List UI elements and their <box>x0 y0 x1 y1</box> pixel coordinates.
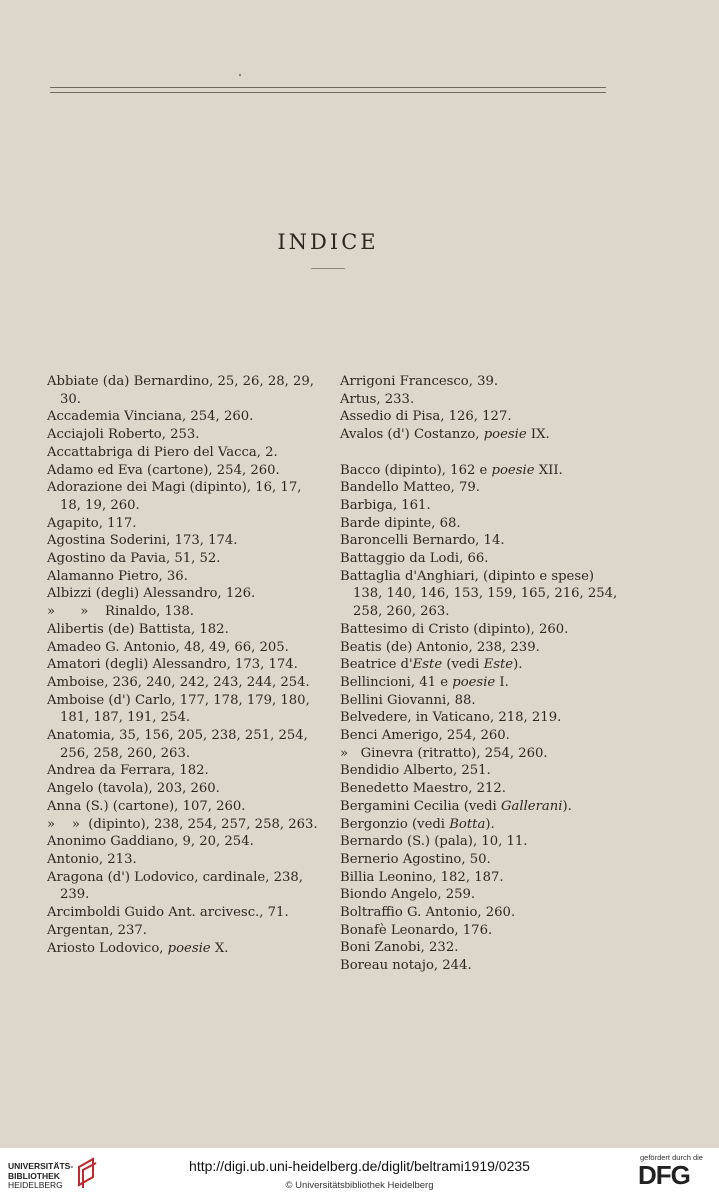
index-entry: Adamo ed Eva (cartone), 254, 260. <box>47 462 280 478</box>
index-entry: Beatrice d'Este (vedi Este). <box>340 657 523 673</box>
index-entry: Boltraffio G. Antonio, 260. <box>340 905 516 921</box>
index-entry: Abbiate (da) Bernardino, 25, 26, 28, 29, 30. <box>47 374 319 407</box>
top-rule <box>50 87 606 88</box>
index-entry: Biondo Angelo, 259. <box>340 887 476 903</box>
index-entry: Bergonzio (vedi Botta). <box>340 816 495 832</box>
index-entry: Acciajoli Roberto, 253. <box>47 427 200 443</box>
permalink-url[interactable]: http://digi.ub.uni-heidelberg.de/diglit/beltrami1919/0235 <box>189 1158 530 1174</box>
funder-label: gefördert durch die <box>640 1153 703 1162</box>
index-entry: Angelo (tavola), 203, 260. <box>47 781 220 797</box>
copyright-text: © Universitätsbibliothek Heidelberg <box>285 1180 434 1191</box>
index-entry: Benci Amerigo, 254, 260. <box>340 728 510 744</box>
top-rule-double <box>50 92 606 93</box>
dfg-logo: DFG <box>638 1160 690 1190</box>
index-entry: Agapito, 117. <box>47 515 137 531</box>
index-entry: Bonafè Leonardo, 176. <box>340 922 493 938</box>
section-gap <box>340 444 620 462</box>
index-entry: Alibertis (de) Battista, 182. <box>47 621 229 637</box>
index-entry: Amadeo G. Antonio, 48, 49, 66, 205. <box>47 639 289 655</box>
index-entry: » » (dipinto), 238, 254, 257, 258, 263. <box>47 816 318 832</box>
index-entry: Albizzi (degli) Alessandro, 126. <box>47 586 256 602</box>
index-entry: Agostina Soderini, 173, 174. <box>47 533 238 549</box>
index-entry: Andrea da Ferrara, 182. <box>47 763 209 779</box>
index-entry: Billia Leonino, 182, 187. <box>340 869 504 885</box>
index-entry: Battaglia d'Anghiari, (dipinto e spese) 138, 140, 146, 153, 159, 165, 216, 254, 258, 260, 263. <box>340 568 622 620</box>
index-entry: Arcimboldi Guido Ant. arcivesc., 71. <box>47 905 289 921</box>
library-name-line: BIBLIOTHEK <box>8 1170 60 1181</box>
index-entry: Amboise, 236, 240, 242, 243, 244, 254. <box>47 674 310 690</box>
speck <box>239 74 241 76</box>
index-entry: Argentan, 237. <box>47 922 147 938</box>
index-entry: Artus, 233. <box>340 391 415 407</box>
index-entry: Barbiga, 161. <box>340 497 431 513</box>
index-entry: Amboise (d') Carlo, 177, 178, 179, 180, 181, 187, 191, 254. <box>47 692 314 726</box>
index-entry: Adorazione dei Magi (dipinto), 16, 17, 18, 19, 260. <box>47 480 306 513</box>
index-entry: Bergamini Cecilia (vedi Gallerani). <box>340 798 572 814</box>
index-entry: Beatis (de) Antonio, 238, 239. <box>340 639 540 655</box>
footer-bar <box>0 1148 719 1200</box>
index-entry: Bandello Matteo, 79. <box>340 480 480 496</box>
page-title: INDICE <box>277 230 379 254</box>
index-entry: Antonio, 213. <box>47 851 137 867</box>
index-entry: Bernerio Agostino, 50. <box>340 851 491 867</box>
index-entry: Alamanno Pietro, 36. <box>47 568 188 584</box>
library-name-line: UNIVERSITÄTS- <box>8 1161 74 1171</box>
index-entry: Battesimo di Cristo (dipinto), 260. <box>340 621 569 637</box>
index-entry: Barde dipinte, 68. <box>340 515 461 531</box>
library-name-line: HEIDELBERG <box>8 1180 63 1190</box>
index-entry: Assedio di Pisa, 126, 127. <box>340 409 512 425</box>
index-entry: Anonimo Gaddiano, 9, 20, 254. <box>47 834 254 850</box>
index-entry: Boreau notajo, 244. <box>340 958 472 974</box>
index-entry: » Ginevra (ritratto), 254, 260. <box>340 745 548 761</box>
index-entry: Bendidio Alberto, 251. <box>340 763 491 779</box>
index-entry: Anatomia, 35, 156, 205, 238, 251, 254, 256, 258, 260, 263. <box>47 728 313 761</box>
index-entry: Boni Zanobi, 232. <box>340 940 459 956</box>
index-column-right <box>340 373 620 975</box>
index-entry: Amatori (degli) Alessandro, 173, 174. <box>47 657 298 673</box>
title-underline <box>311 268 345 269</box>
index-entry: Anna (S.) (cartone), 107, 260. <box>47 798 246 814</box>
index-entry: Benedetto Maestro, 212. <box>340 781 506 797</box>
index-entry: Agostino da Pavia, 51, 52. <box>47 551 221 567</box>
index-entry: Bellincioni, 41 e poesie I. <box>340 674 509 690</box>
index-entry: Aragona (d') Lodovico, cardinale, 238, 239. <box>47 869 308 903</box>
index-entry: Bellini Giovanni, 88. <box>340 692 476 708</box>
index-entry: Ariosto Lodovico, poesie X. <box>47 940 229 956</box>
index-entry: Bacco (dipinto), 162 e poesie XII. <box>340 462 563 478</box>
index-entry: Bernardo (S.) (pala), 10, 11. <box>340 834 528 850</box>
index-entry: Avalos (d') Costanzo, poesie IX. <box>340 427 550 443</box>
index-entry: Belvedere, in Vaticano, 218, 219. <box>340 710 562 726</box>
index-entry: Arrigoni Francesco, 39. <box>340 374 499 389</box>
index-entry: Accattabriga di Piero del Vacca, 2. <box>47 444 278 460</box>
index-entry: » » Rinaldo, 138. <box>47 604 194 620</box>
index-column-left <box>47 373 319 957</box>
index-entry: Baroncelli Bernardo, 14. <box>340 533 505 549</box>
index-entry: Battaggio da Lodi, 66. <box>340 551 489 567</box>
index-entry: Accademia Vinciana, 254, 260. <box>47 409 254 425</box>
